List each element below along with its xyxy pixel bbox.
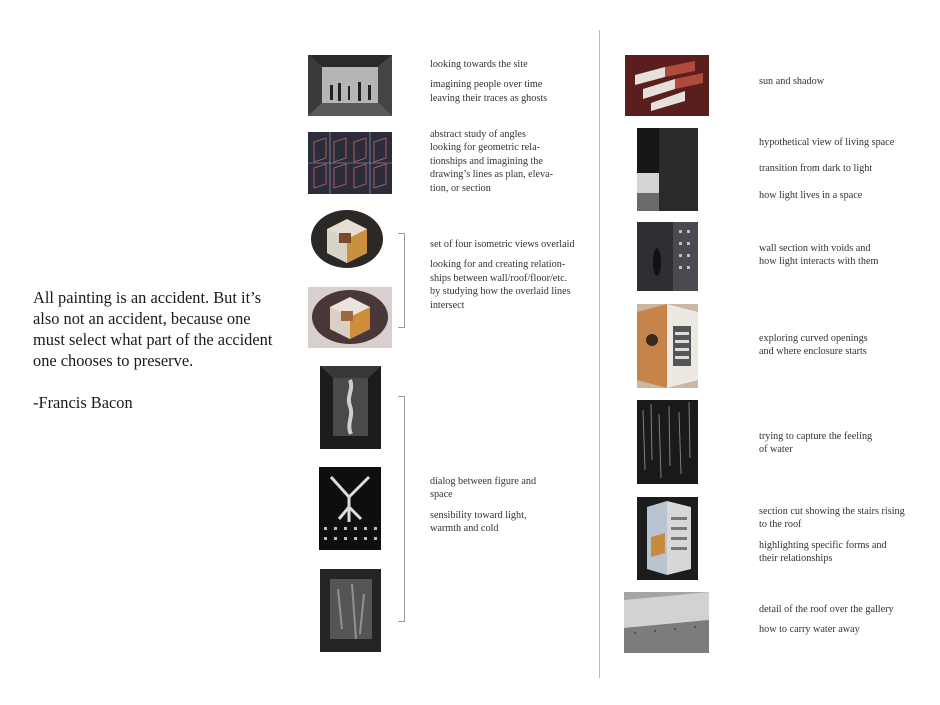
quote-line: must select what part of the accident	[33, 330, 273, 349]
caption-line: exploring curved openings	[759, 333, 868, 344]
caption-line: tionships and imagining the	[430, 155, 543, 167]
caption-line: how light lives in a space	[759, 189, 863, 201]
quote-line: one chooses to preserve.	[33, 351, 194, 370]
caption-line: sensibility toward light,	[430, 509, 527, 521]
quote-line: All painting is an accident. But it’s	[33, 288, 262, 307]
quote-block	[33, 287, 295, 413]
thumbnail-figure-2	[319, 467, 381, 550]
thumbnail-isometric-b	[308, 287, 392, 348]
quote-line: also not an accident, because one	[33, 309, 251, 328]
group-bracket	[398, 233, 405, 328]
caption-figure	[430, 475, 536, 536]
caption-line: section cut showing the stairs rising	[759, 506, 905, 517]
caption-isometric	[430, 238, 575, 312]
caption-line: trying to capture the feeling	[759, 431, 873, 442]
group-bracket	[398, 396, 405, 622]
thumbnail-sun-shadow	[625, 55, 709, 116]
thumbnail-figure-1	[320, 366, 381, 449]
caption-line: how to carry water away	[759, 624, 860, 636]
caption-line: leaving their traces as ghosts	[430, 92, 548, 104]
thumbnail-stair-section	[637, 497, 698, 580]
caption-line: drawing’s lines as plan, eleva-	[430, 169, 554, 181]
caption-line: intersect	[430, 299, 465, 311]
caption-line: ships between wall/roof/floor/etc.	[430, 272, 568, 284]
caption-wall-section	[759, 242, 878, 269]
caption-line: abstract study of angles	[430, 129, 526, 140]
caption-line: set of four isometric views overlaid	[430, 239, 575, 250]
thumbnail-site-view	[308, 55, 392, 116]
caption-stair-section	[759, 505, 905, 566]
caption-line: space	[430, 489, 453, 501]
thumbnail-water	[637, 400, 698, 484]
caption-line: to the roof	[759, 519, 802, 531]
caption-line: their relationships	[759, 553, 833, 565]
caption-line: tion, or section	[430, 182, 491, 194]
thumbnail-figure-3	[320, 569, 381, 652]
caption-line: looking towards the site	[430, 59, 528, 70]
caption-line: hypothetical view of living space	[759, 137, 895, 148]
caption-line: how light interacts with them	[759, 256, 879, 268]
caption-line: imagining people over time	[430, 79, 543, 91]
thumbnail-isometric-a	[309, 209, 385, 270]
quote-author: -Francis Bacon	[33, 393, 133, 412]
thumbnail-curved-openings	[637, 304, 698, 388]
caption-line: by studying how the overlaid lines	[430, 286, 571, 298]
thumbnail-wall-section	[637, 222, 698, 291]
caption-line: sun and shadow	[759, 76, 825, 87]
caption-line: detail of the roof over the gallery	[759, 604, 894, 615]
caption-water	[759, 430, 872, 457]
thumbnail-roof-detail	[624, 592, 709, 653]
caption-line: of water	[759, 444, 793, 456]
caption-curved-openings	[759, 332, 868, 359]
caption-line: and where enclosure starts	[759, 346, 867, 358]
caption-line: looking for and creating relation-	[430, 259, 566, 271]
caption-site	[430, 58, 547, 105]
caption-sun-shadow	[759, 75, 824, 88]
caption-angles	[430, 128, 553, 195]
thumbnail-living-space	[637, 128, 698, 211]
caption-line: wall section with voids and	[759, 243, 871, 254]
caption-line: looking for geometric rela-	[430, 142, 541, 154]
caption-line: warmth and cold	[430, 523, 499, 535]
thumbnail-abstract-angles	[308, 132, 392, 194]
column-divider	[599, 30, 600, 678]
caption-living-space	[759, 136, 894, 202]
caption-line: transition from dark to light	[759, 163, 873, 175]
caption-roof-detail	[759, 603, 894, 637]
caption-line: highlighting specific forms and	[759, 539, 887, 551]
caption-line: dialog between figure and	[430, 476, 537, 487]
